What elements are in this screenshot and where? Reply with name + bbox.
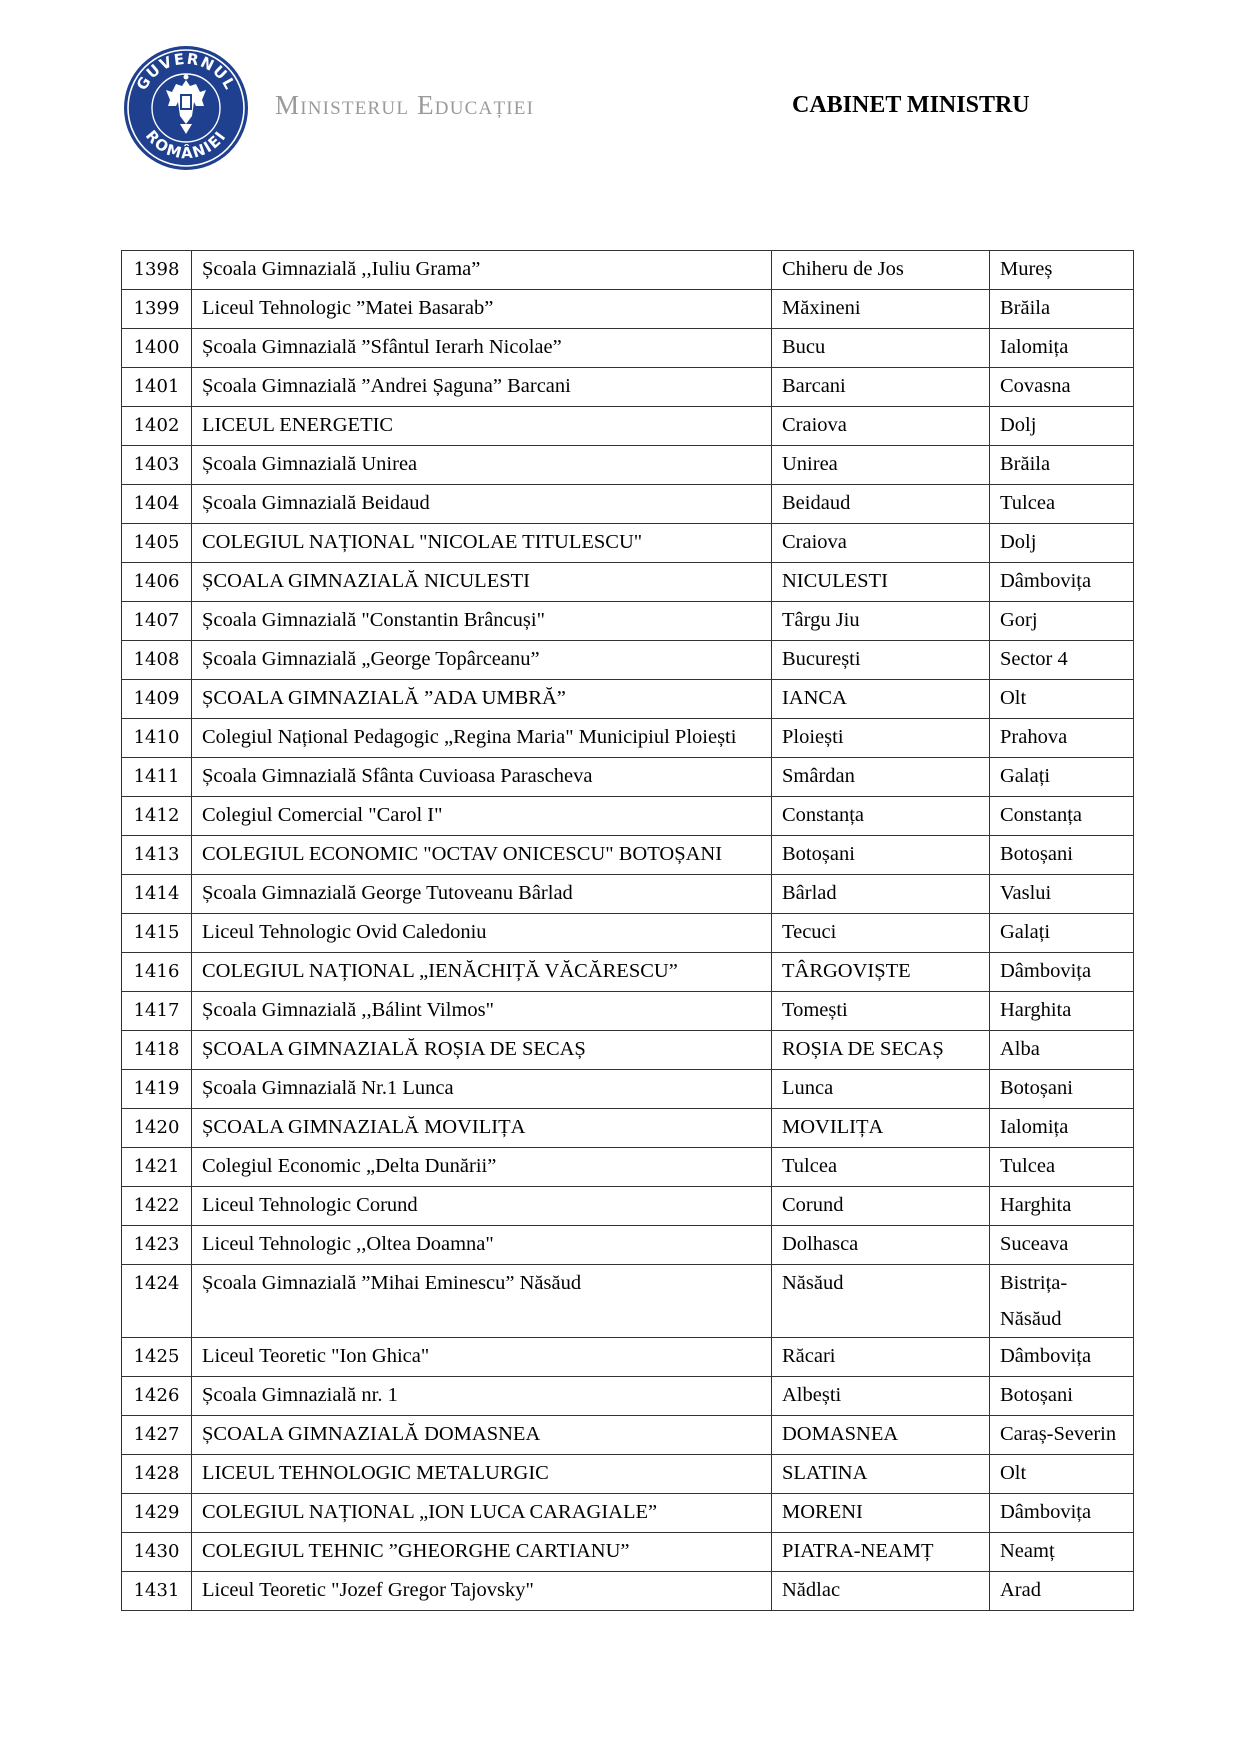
locality-cell: Barcani <box>772 368 990 407</box>
row-number-cell: 1411 <box>122 758 192 797</box>
schools-table <box>121 250 1134 1611</box>
locality-cell: Tecuci <box>772 914 990 953</box>
row-number-cell: 1424 <box>122 1265 192 1338</box>
county-cell: Suceava <box>990 1226 1134 1265</box>
school-name-cell: Colegiul Comercial "Carol I" <box>192 797 772 836</box>
county-cell: Brăila <box>990 446 1134 485</box>
locality-cell: Craiova <box>772 407 990 446</box>
county-cell: Galați <box>990 758 1134 797</box>
school-name-cell: Școala Gimnazială George Tutoveanu Bârlad <box>192 875 772 914</box>
schools-table-container <box>121 250 1133 1611</box>
locality-cell: Răcari <box>772 1338 990 1377</box>
table-row <box>122 563 1134 602</box>
table-row <box>122 1265 1134 1338</box>
locality-cell: Năsăud <box>772 1265 990 1338</box>
table-row <box>122 1416 1134 1455</box>
row-number-cell: 1409 <box>122 680 192 719</box>
table-row <box>122 251 1134 290</box>
row-number-cell: 1416 <box>122 953 192 992</box>
locality-cell: Beidaud <box>772 485 990 524</box>
school-name-cell: Colegiul Economic „Delta Dunării” <box>192 1148 772 1187</box>
county-cell: Arad <box>990 1572 1134 1611</box>
locality-cell: Măxineni <box>772 290 990 329</box>
school-name-cell: Liceul Tehnologic ”Matei Basarab” <box>192 290 772 329</box>
row-number-cell: 1413 <box>122 836 192 875</box>
school-name-cell: Liceul Tehnologic Ovid Caledoniu <box>192 914 772 953</box>
row-number-cell: 1427 <box>122 1416 192 1455</box>
row-number-cell: 1414 <box>122 875 192 914</box>
county-cell: Prahova <box>990 719 1134 758</box>
county-cell: Alba <box>990 1031 1134 1070</box>
school-name-cell: Liceul Tehnologic Corund <box>192 1187 772 1226</box>
county-cell: Harghita <box>990 992 1134 1031</box>
school-name-cell: LICEUL ENERGETIC <box>192 407 772 446</box>
table-row <box>122 680 1134 719</box>
school-name-cell: Școala Gimnazială Sfânta Cuvioasa Parascheva <box>192 758 772 797</box>
table-row <box>122 797 1134 836</box>
school-name-cell: COLEGIUL NAȚIONAL „IENĂCHIȚĂ VĂCĂRESCU” <box>192 953 772 992</box>
county-cell: Dolj <box>990 407 1134 446</box>
table-row <box>122 1494 1134 1533</box>
locality-cell: Unirea <box>772 446 990 485</box>
school-name-cell: Școala Gimnazială ,,Bálint Vilmos" <box>192 992 772 1031</box>
row-number-cell: 1403 <box>122 446 192 485</box>
table-row <box>122 485 1134 524</box>
table-row <box>122 914 1134 953</box>
table-row <box>122 758 1134 797</box>
school-name-cell: COLEGIUL NAȚIONAL „ION LUCA CARAGIALE” <box>192 1494 772 1533</box>
row-number-cell: 1430 <box>122 1533 192 1572</box>
county-cell: Dâmbovița <box>990 563 1134 602</box>
locality-cell: PIATRA-NEAMȚ <box>772 1533 990 1572</box>
school-name-cell: COLEGIUL TEHNIC ”GHEORGHE CARTIANU” <box>192 1533 772 1572</box>
row-number-cell: 1408 <box>122 641 192 680</box>
row-number-cell: 1420 <box>122 1109 192 1148</box>
row-number-cell: 1419 <box>122 1070 192 1109</box>
row-number-cell: 1415 <box>122 914 192 953</box>
row-number-cell: 1422 <box>122 1187 192 1226</box>
school-name-cell: ȘCOALA GIMNAZIALĂ ”ADA UMBRĂ” <box>192 680 772 719</box>
seal-icon <box>122 44 250 172</box>
school-name-cell: ȘCOALA GIMNAZIALĂ NICULESTI <box>192 563 772 602</box>
table-row <box>122 1377 1134 1416</box>
county-cell: Botoșani <box>990 1377 1134 1416</box>
county-cell: Neamț <box>990 1533 1134 1572</box>
locality-cell: MORENI <box>772 1494 990 1533</box>
row-number-cell: 1406 <box>122 563 192 602</box>
row-number-cell: 1426 <box>122 1377 192 1416</box>
table-row <box>122 368 1134 407</box>
county-cell: Harghita <box>990 1187 1134 1226</box>
locality-cell: DOMASNEA <box>772 1416 990 1455</box>
locality-cell: ROȘIA DE SECAȘ <box>772 1031 990 1070</box>
schools-table-body <box>122 251 1134 1611</box>
table-row <box>122 1070 1134 1109</box>
row-number-cell: 1431 <box>122 1572 192 1611</box>
county-cell: Dâmbovița <box>990 1494 1134 1533</box>
county-cell: Covasna <box>990 368 1134 407</box>
locality-cell: Constanța <box>772 797 990 836</box>
row-number-cell: 1400 <box>122 329 192 368</box>
row-number-cell: 1405 <box>122 524 192 563</box>
row-number-cell: 1407 <box>122 602 192 641</box>
county-cell: Ialomița <box>990 329 1134 368</box>
row-number-cell: 1399 <box>122 290 192 329</box>
county-cell: Olt <box>990 680 1134 719</box>
row-number-cell: 1429 <box>122 1494 192 1533</box>
ministry-name: Ministerul Educației <box>275 90 535 120</box>
svg-text:GUVERNUL: GUVERNUL <box>132 49 240 94</box>
county-cell: Constanța <box>990 797 1134 836</box>
table-row <box>122 290 1134 329</box>
county-cell: Ialomița <box>990 1109 1134 1148</box>
school-name-cell: Liceul Teoretic "Jozef Gregor Tajovsky" <box>192 1572 772 1611</box>
page-header <box>0 0 1241 200</box>
row-number-cell: 1412 <box>122 797 192 836</box>
table-row <box>122 407 1134 446</box>
locality-cell: Craiova <box>772 524 990 563</box>
locality-cell: București <box>772 641 990 680</box>
school-name-cell: Școala Gimnazială ”Andrei Șaguna” Barcani <box>192 368 772 407</box>
school-name-cell: Liceul Teoretic "Ion Ghica" <box>192 1338 772 1377</box>
table-row <box>122 875 1134 914</box>
county-cell: Vaslui <box>990 875 1134 914</box>
school-name-cell: Școala Gimnazială ,,Iuliu Grama” <box>192 251 772 290</box>
county-cell: Dolj <box>990 524 1134 563</box>
locality-cell: NICULESTI <box>772 563 990 602</box>
locality-cell: Tulcea <box>772 1148 990 1187</box>
county-cell: Tulcea <box>990 485 1134 524</box>
cabinet-title: CABINET MINISTRU <box>792 92 1030 118</box>
school-name-cell: LICEUL TEHNOLOGIC METALURGIC <box>192 1455 772 1494</box>
table-row <box>122 719 1134 758</box>
table-row <box>122 1187 1134 1226</box>
school-name-cell: Liceul Tehnologic ,,Oltea Doamna" <box>192 1226 772 1265</box>
school-name-cell: Școala Gimnazială ”Sfântul Ierarh Nicolae” <box>192 329 772 368</box>
locality-cell: Târgu Jiu <box>772 602 990 641</box>
locality-cell: Bârlad <box>772 875 990 914</box>
locality-cell: TÂRGOVIȘTE <box>772 953 990 992</box>
county-cell: Botoșani <box>990 836 1134 875</box>
svg-text:ROMÂNIEI: ROMÂNIEI <box>141 126 231 163</box>
row-number-cell: 1402 <box>122 407 192 446</box>
school-name-cell: COLEGIUL NAȚIONAL "NICOLAE TITULESCU" <box>192 524 772 563</box>
school-name-cell: Școala Gimnazială nr. 1 <box>192 1377 772 1416</box>
row-number-cell: 1428 <box>122 1455 192 1494</box>
locality-cell: Dolhasca <box>772 1226 990 1265</box>
table-row <box>122 602 1134 641</box>
locality-cell: Ploiești <box>772 719 990 758</box>
county-cell: Galați <box>990 914 1134 953</box>
county-cell: Caraș-Severin <box>990 1416 1134 1455</box>
school-name-cell: ȘCOALA GIMNAZIALĂ MOVILIȚA <box>192 1109 772 1148</box>
school-name-cell: Școala Gimnazială Nr.1 Lunca <box>192 1070 772 1109</box>
county-cell: Gorj <box>990 602 1134 641</box>
school-name-cell: Școala Gimnazială Beidaud <box>192 485 772 524</box>
locality-cell: Tomești <box>772 992 990 1031</box>
government-seal-logo <box>122 44 250 172</box>
school-name-cell: Colegiul Național Pedagogic „Regina Maria" Municipiul Ploiești <box>192 719 772 758</box>
school-name-cell: Școala Gimnazială "Constantin Brâncuși" <box>192 602 772 641</box>
locality-cell: IANCA <box>772 680 990 719</box>
locality-cell: Corund <box>772 1187 990 1226</box>
locality-cell: Botoșani <box>772 836 990 875</box>
locality-cell: MOVILIȚA <box>772 1109 990 1148</box>
school-name-cell: Școala Gimnazială Unirea <box>192 446 772 485</box>
county-cell: Dâmbovița <box>990 1338 1134 1377</box>
row-number-cell: 1421 <box>122 1148 192 1187</box>
row-number-cell: 1401 <box>122 368 192 407</box>
table-row <box>122 1338 1134 1377</box>
school-name-cell: COLEGIUL ECONOMIC "OCTAV ONICESCU" BOTOȘANI <box>192 836 772 875</box>
county-cell: Dâmbovița <box>990 953 1134 992</box>
table-row <box>122 446 1134 485</box>
table-row <box>122 1455 1134 1494</box>
county-cell: Tulcea <box>990 1148 1134 1187</box>
row-number-cell: 1417 <box>122 992 192 1031</box>
table-row <box>122 1226 1134 1265</box>
locality-cell: Lunca <box>772 1070 990 1109</box>
row-number-cell: 1423 <box>122 1226 192 1265</box>
table-row <box>122 329 1134 368</box>
county-cell: Brăila <box>990 290 1134 329</box>
school-name-cell: Școala Gimnazială ”Mihai Eminescu” Năsăud <box>192 1265 772 1338</box>
table-row <box>122 524 1134 563</box>
county-cell: Olt <box>990 1455 1134 1494</box>
row-number-cell: 1425 <box>122 1338 192 1377</box>
row-number-cell: 1398 <box>122 251 192 290</box>
county-cell: Bistrița-Năsăud <box>990 1265 1134 1338</box>
row-number-cell: 1410 <box>122 719 192 758</box>
table-row <box>122 1148 1134 1187</box>
school-name-cell: Școala Gimnazială „George Topârceanu” <box>192 641 772 680</box>
county-cell: Botoșani <box>990 1070 1134 1109</box>
school-name-cell: ȘCOALA GIMNAZIALĂ ROȘIA DE SECAȘ <box>192 1031 772 1070</box>
county-cell: Mureș <box>990 251 1134 290</box>
row-number-cell: 1418 <box>122 1031 192 1070</box>
table-row <box>122 1031 1134 1070</box>
school-name-cell: ȘCOALA GIMNAZIALĂ DOMASNEA <box>192 1416 772 1455</box>
locality-cell: Nădlac <box>772 1572 990 1611</box>
locality-cell: Smârdan <box>772 758 990 797</box>
table-row <box>122 953 1134 992</box>
county-cell: Sector 4 <box>990 641 1134 680</box>
locality-cell: SLATINA <box>772 1455 990 1494</box>
locality-cell: Bucu <box>772 329 990 368</box>
table-row <box>122 992 1134 1031</box>
locality-cell: Chiheru de Jos <box>772 251 990 290</box>
table-row <box>122 1533 1134 1572</box>
table-row <box>122 1572 1134 1611</box>
row-number-cell: 1404 <box>122 485 192 524</box>
locality-cell: Albești <box>772 1377 990 1416</box>
table-row <box>122 1109 1134 1148</box>
table-row <box>122 836 1134 875</box>
table-row <box>122 641 1134 680</box>
